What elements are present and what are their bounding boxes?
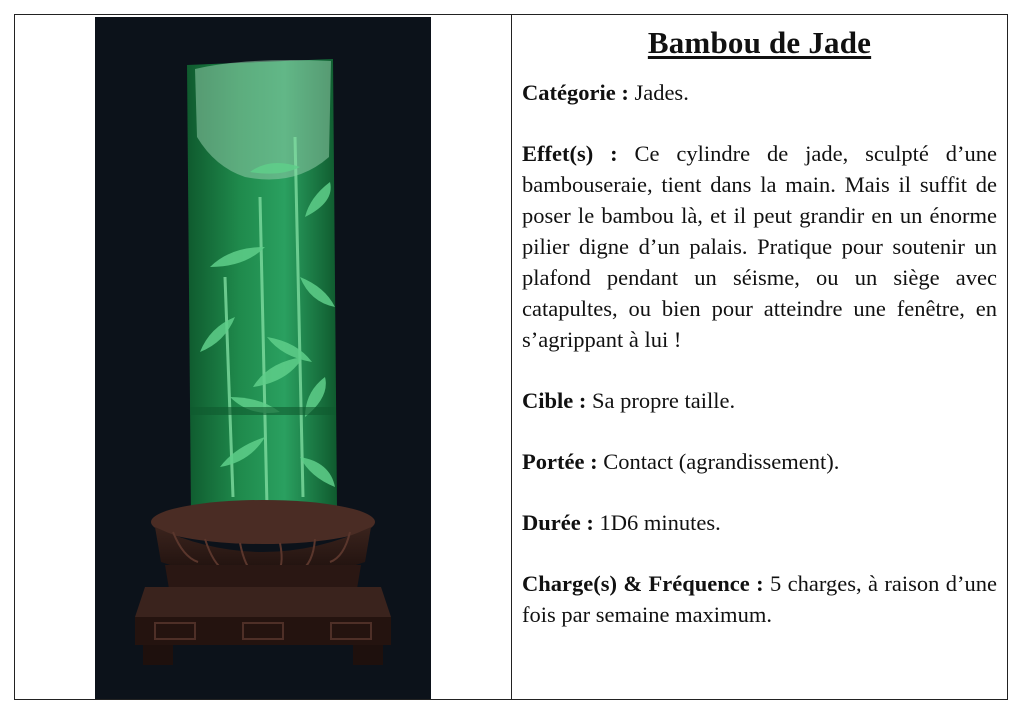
field-range	[522, 446, 997, 477]
field-category	[522, 77, 997, 108]
field-label: Durée :	[522, 510, 594, 535]
field-label: Charge(s) & Fréquence :	[522, 571, 764, 596]
field-value: Contact (agrandissement).	[603, 449, 840, 474]
field-value: 1D6 minutes.	[599, 510, 721, 535]
field-label: Effet(s) :	[522, 141, 618, 166]
field-value: Jades.	[634, 80, 689, 105]
field-charges	[522, 568, 997, 630]
field-label: Cible :	[522, 388, 587, 413]
field-label: Portée :	[522, 449, 598, 474]
image-cell	[15, 15, 512, 699]
field-value: Sa propre taille.	[592, 388, 736, 413]
item-title: Bambou de Jade	[647, 25, 872, 60]
field-duration	[522, 507, 997, 538]
description-cell	[512, 15, 1007, 699]
field-value: Ce cylindre de jade, sculpté d’une bambouseraie, tient dans la main. Mais il suffit de poser le bambou là, et il peut grandir en un énorme pilier digne d’un palais. Pratique pour soutenir un plafond pendant un séisme, ou un siège avec catapultes, ou bien pour atteindre une fenêtre, en s’agrippant à lui !	[522, 141, 998, 352]
item-card	[14, 14, 1008, 700]
jade-bamboo-illustration	[95, 17, 431, 699]
field-label: Catégorie :	[522, 80, 629, 105]
jade-bamboo-photo	[95, 17, 431, 699]
field-value: 5 charges, à raison d’une fois par semaine maximum.	[522, 571, 997, 627]
field-target	[522, 385, 997, 416]
field-effects	[522, 138, 997, 355]
